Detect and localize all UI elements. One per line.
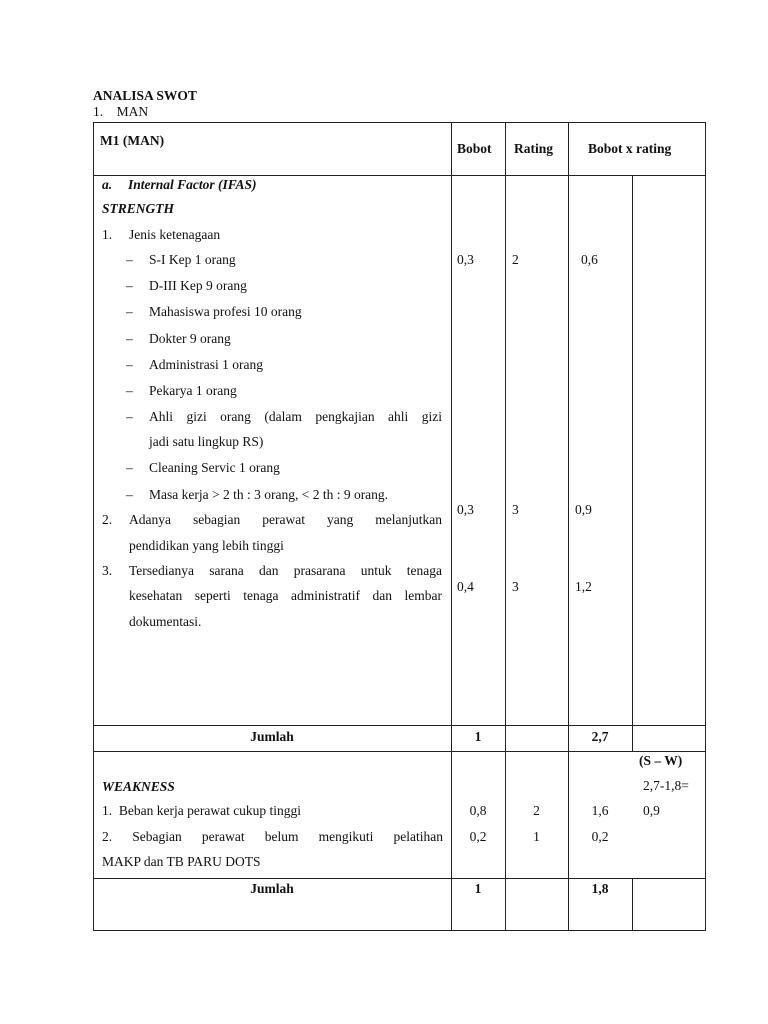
- list-item-continuation: jadi satu lingkup RS): [149, 434, 264, 449]
- strength-item-1-score: 0,6: [581, 252, 598, 267]
- weakness-item-1-rating: 2: [533, 803, 540, 818]
- list-item: Ahli gizi orang (dalam pengkajian ahli gizi: [149, 409, 442, 424]
- strength-total-score: 2,7: [591, 729, 609, 744]
- strength-item-1-bobot: 0,3: [457, 252, 474, 267]
- weakness-item-2-rating: 1: [533, 829, 540, 844]
- list-bullet: –: [126, 487, 133, 502]
- list-item: Administrasi 1 orang: [149, 357, 263, 372]
- strength-item-2-bobot: 0,3: [457, 502, 474, 517]
- strength-item-2-number: 2.: [102, 512, 113, 527]
- strength-item-3-rating: 3: [512, 579, 519, 594]
- strength-item-2-line-2: pendidikan yang lebih tinggi: [129, 538, 284, 553]
- strength-item-2-score: 0,9: [575, 502, 592, 517]
- s-minus-w-calc: 2,7-1,8=: [643, 778, 689, 793]
- strength-total-bobot: 1: [474, 729, 482, 744]
- strength-item-2-rating: 3: [512, 502, 519, 517]
- list-item: Pekarya 1 orang: [149, 383, 237, 398]
- list-bullet: –: [126, 278, 133, 293]
- internal-factor-label: Internal Factor (IFAS): [128, 177, 257, 192]
- document-title: ANALISA SWOT: [93, 88, 197, 103]
- weakness-item-1-text: 1. Beban kerja perawat cukup tinggi: [102, 803, 302, 818]
- internal-factor-marker: a.: [102, 177, 113, 192]
- bobot-header: Bobot: [457, 141, 492, 156]
- s-minus-w-label: (S – W): [639, 753, 683, 768]
- strength-item-3-line-3: dokumentasi.: [129, 614, 202, 629]
- list-bullet: –: [126, 460, 133, 475]
- strength-item-3-line-1: Tersedianya sarana dan prasarana untuk tenaga: [129, 563, 442, 578]
- strength-item-2-line-1: Adanya sebagian perawat yang melanjutkan: [129, 512, 442, 527]
- strength-total-label: Jumlah: [250, 729, 294, 744]
- list-bullet: –: [126, 252, 133, 267]
- weakness-total-bobot: 1: [474, 881, 482, 896]
- list-item: Mahasiswa profesi 10 orang: [149, 304, 302, 319]
- list-bullet: –: [126, 357, 133, 372]
- list-bullet: –: [126, 304, 133, 319]
- bobot-rating-header: Bobot x rating: [588, 141, 672, 156]
- weakness-item-2-line-1: 2. Sebagian perawat belum mengikuti pelatihan: [102, 829, 443, 844]
- list-item: Dokter 9 orang: [149, 331, 231, 346]
- weakness-item-2-line-2: MAKP dan TB PARU DOTS: [102, 854, 261, 869]
- s-minus-w-result: 0,9: [643, 803, 660, 818]
- list-bullet: –: [126, 409, 133, 424]
- strength-item-3-score: 1,2: [575, 579, 592, 594]
- section-label: 1. MAN: [93, 104, 149, 119]
- weakness-label: WEAKNESS: [102, 779, 175, 794]
- strength-item-3-number: 3.: [102, 563, 113, 578]
- weakness-total-score: 1,8: [591, 881, 609, 896]
- strength-item-3-line-2: kesehatan seperti tenaga administratif dan lembar: [129, 588, 442, 603]
- strength-item-1-rating: 2: [512, 252, 519, 267]
- strength-label: STRENGTH: [102, 201, 175, 216]
- rating-header: Rating: [514, 141, 554, 156]
- list-bullet: –: [126, 331, 133, 346]
- strength-item-1-text: Jenis ketenagaan: [129, 227, 221, 242]
- strength-item-1-number: 1.: [102, 227, 113, 242]
- m1-header: M1 (MAN): [100, 133, 165, 148]
- weakness-item-2-bobot: 0,2: [469, 829, 487, 844]
- weakness-item-1-bobot: 0,8: [469, 803, 487, 818]
- weakness-item-2-score: 0,2: [591, 829, 609, 844]
- list-item: Cleaning Servic 1 orang: [149, 460, 280, 475]
- weakness-total-label: Jumlah: [250, 881, 294, 896]
- list-item: D-III Kep 9 orang: [149, 278, 247, 293]
- strength-item-3-bobot: 0,4: [457, 579, 474, 594]
- list-item: S-I Kep 1 orang: [149, 252, 236, 267]
- list-item: Masa kerja > 2 th : 3 orang, < 2 th : 9 orang.: [149, 487, 389, 502]
- list-bullet: –: [126, 383, 133, 398]
- weakness-item-1-score: 1,6: [591, 803, 609, 818]
